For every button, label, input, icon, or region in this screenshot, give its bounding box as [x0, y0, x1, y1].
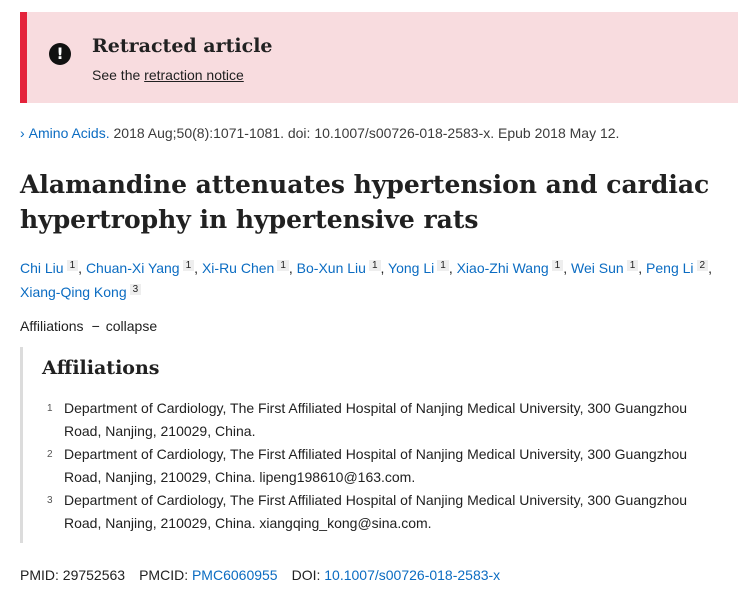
author-name[interactable]: Yong Li [388, 260, 435, 276]
author-link[interactable] [20, 260, 78, 276]
author-affiliation-marker[interactable]: 1 [67, 260, 79, 271]
author-separator: , [638, 260, 647, 276]
affiliations-panel [20, 347, 732, 543]
author-separator: , [708, 260, 712, 276]
author-link[interactable] [297, 260, 381, 276]
author-affiliation-marker[interactable]: 1 [277, 260, 289, 271]
journal-link[interactable]: Amino Acids. [28, 125, 110, 141]
author-link[interactable] [86, 260, 194, 276]
retraction-notice-link[interactable]: retraction notice [144, 67, 244, 83]
author-link[interactable] [388, 260, 449, 276]
author-name[interactable]: Xi-Ru Chen [201, 260, 275, 276]
article-title: Alamandine attenuates hypertension and cardiac hypertrophy in hypertensive rats [20, 170, 710, 234]
author-separator: , [288, 260, 297, 276]
affiliations-collapse-button[interactable]: collapse [105, 318, 158, 334]
retraction-title: Retracted article [92, 35, 273, 57]
author-affiliation-marker[interactable]: 1 [369, 260, 381, 271]
affiliation-text: Department of Cardiology, The First Affiliated Hospital of Nanjing Medical University, 300 Guangzhou Road, Nanjing, 210029, China. xiangqing_kong@sina.com. [64, 492, 688, 531]
affiliation-number: 1 [47, 403, 53, 414]
author-name[interactable]: Chi Liu [20, 260, 64, 276]
doi-link[interactable]: 10.1007/s00726-018-2583-x [324, 567, 501, 583]
author-affiliation-marker[interactable]: 1 [437, 260, 449, 271]
author-list [20, 256, 732, 304]
affiliations-toggle[interactable] [20, 318, 157, 334]
author-name[interactable]: Xiang-Qing Kong [20, 284, 127, 300]
author-separator: , [448, 260, 457, 276]
author-affiliation-marker[interactable]: 1 [183, 260, 195, 271]
author-name[interactable]: Chuan-Xi Yang [85, 260, 180, 276]
retraction-subtext-prefix: See the [92, 67, 145, 83]
author-name[interactable]: Peng Li [646, 260, 694, 276]
author-name[interactable]: Xiao-Zhi Wang [456, 260, 549, 276]
citation-details: 2018 Aug;50(8):1071-1081. doi: 10.1007/s00726-018-2583-x. Epub 2018 May 12. [109, 125, 620, 141]
author-separator: , [563, 260, 572, 276]
author-affiliation-marker[interactable]: 1 [627, 260, 639, 271]
author-link[interactable] [646, 260, 708, 276]
author-separator: , [194, 260, 202, 276]
affiliation-item [43, 489, 703, 535]
author-name[interactable]: Wei Sun [571, 260, 624, 276]
citation-line [20, 125, 619, 141]
affiliations-toggle-dash: − [91, 318, 100, 334]
retraction-subtext [92, 67, 244, 83]
affiliation-text: Department of Cardiology, The First Affiliated Hospital of Nanjing Medical University, 300 Guangzhou Road, Nanjing, 210029, China. lipeng198610@163.com. [64, 446, 688, 485]
affiliations-list [43, 397, 703, 535]
author-affiliation-marker[interactable]: 3 [130, 284, 142, 295]
author-link[interactable] [202, 260, 289, 276]
affiliation-text: Department of Cardiology, The First Affiliated Hospital of Nanjing Medical University, 300 Guangzhou Road, Nanjing, 210029, China. [64, 400, 688, 439]
author-link[interactable] [457, 260, 564, 276]
affiliations-heading: Affiliations [42, 357, 160, 379]
chevron-right-icon: › [20, 125, 25, 141]
identifiers-line [20, 567, 500, 583]
author-affiliation-marker[interactable]: 2 [697, 260, 709, 271]
author-name[interactable]: Bo-Xun Liu [296, 260, 366, 276]
exclamation-icon: ! [49, 43, 71, 65]
affiliation-number: 3 [47, 495, 53, 506]
affiliation-item [43, 443, 703, 489]
author-separator: , [78, 260, 86, 276]
author-link[interactable] [571, 260, 638, 276]
author-separator: , [380, 260, 389, 276]
pmid-label: PMID: [20, 567, 59, 583]
retraction-banner [20, 12, 738, 103]
affiliation-number: 2 [47, 449, 53, 460]
pmcid-link[interactable]: PMC6060955 [191, 567, 278, 583]
pmcid-label: PMCID: [139, 567, 189, 583]
author-link[interactable] [20, 284, 141, 300]
affiliations-toggle-label: Affiliations [20, 318, 84, 334]
affiliation-item [43, 397, 703, 443]
author-affiliation-marker[interactable]: 1 [552, 260, 564, 271]
pmid-value: 29752563 [62, 567, 126, 583]
doi-label: DOI: [291, 567, 321, 583]
